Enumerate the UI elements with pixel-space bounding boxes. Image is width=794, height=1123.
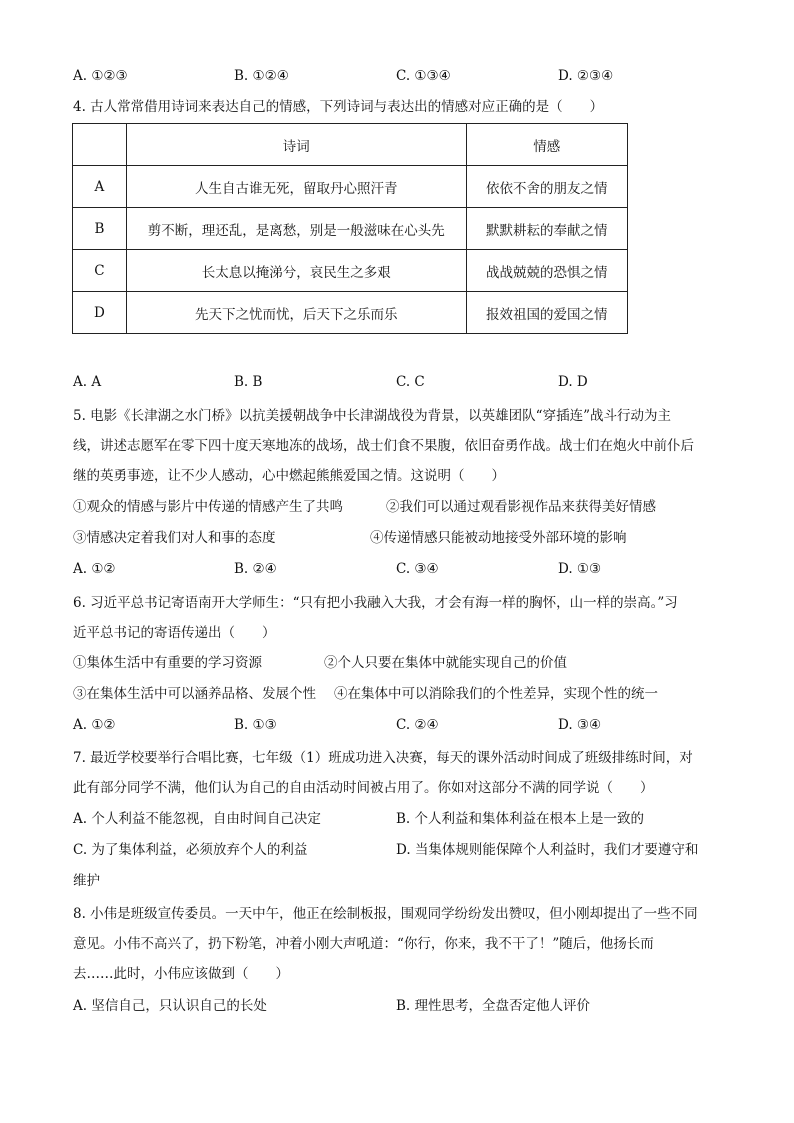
q5-stem-line: 线，讲述志愿军在零下四十度天寒地冻的战场，战士们食不果腹，依旧奋勇作战。战士们在炮火中前仆后 — [73, 438, 694, 454]
q5-option-c[interactable]: C. ③④ — [396, 561, 439, 577]
q7-option-a[interactable]: A. 个人利益不能忽视，自由时间自己决定 — [73, 811, 321, 827]
table-cell: 剪不断，理还乱，是离愁，别是一般滋味在心头先 — [126, 208, 466, 250]
q5-stem-line: 继的英勇事迹，让不少人感动，心中燃起熊熊爱国之情。这说明（ ） — [73, 468, 505, 484]
q4-option-a[interactable]: A. A — [73, 374, 102, 390]
q6-stem — [73, 588, 721, 648]
q6-statement-1: ①集体生活中有重要的学习资源 — [73, 655, 262, 671]
table-cell: 依依不舍的朋友之情 — [466, 166, 627, 208]
q4-option-b[interactable]: B. B — [234, 374, 263, 390]
q7-option-c[interactable]: C. 为了集体利益，必须放弃个人的利益 — [73, 842, 308, 858]
table-cell: 战战兢兢的恐惧之情 — [466, 250, 627, 292]
table-row — [73, 166, 628, 208]
q6-option-b[interactable]: B. ①③ — [234, 717, 277, 733]
q5-statement-3: ③情感决定着我们对人和事的态度 — [73, 530, 276, 546]
q3-option-d[interactable]: D. ②③④ — [558, 68, 614, 84]
table-cell: 默默耕耘的奉献之情 — [466, 208, 627, 250]
table-cell: 人生自古谁无死，留取丹心照汗青 — [126, 166, 466, 208]
q7-stem-line: 7. 最近学校要举行合唱比赛，七年级（1）班成功进入决赛，每天的课外活动时间成了班级排练时间，对 — [73, 750, 693, 766]
table-cell: 长太息以掩涕兮，哀民生之多艰 — [126, 250, 466, 292]
q7-stem-line: 此有部分同学不满，他们认为自己的自由活动时间被占用了。你如对这部分不满的同学说（ ） — [73, 780, 654, 796]
q8-stem-line: 意见。小伟不高兴了，扔下粉笔，冲着小刚大声吼道：“你行，你来，我不干了！”随后，他扬长而 — [73, 936, 654, 952]
q5-stem — [73, 401, 721, 491]
q3-option-c[interactable]: C. ①③④ — [396, 68, 451, 84]
q6-option-d[interactable]: D. ③④ — [558, 717, 602, 733]
q5-statement-2: ②我们可以通过观看影视作品来获得美好情感 — [386, 499, 656, 515]
q6-option-a[interactable]: A. ①② — [73, 717, 116, 733]
q8-stem-line: 去……此时，小伟应该做到（ ） — [73, 966, 289, 982]
q6-statement-2: ②个人只要在集体中就能实现自己的价值 — [324, 655, 567, 671]
table-header: 诗词 — [126, 124, 466, 166]
q5-statement-1: ①观众的情感与影片中传递的情感产生了共鸣 — [73, 499, 343, 515]
q4-stem: 4. 古人常常借用诗词来表达自己的情感，下列诗词与表达出的情感对应正确的是（ ） — [73, 99, 604, 115]
q7-option-d[interactable]: D. 当集体规则能保障个人利益时，我们才要遵守和 — [396, 842, 699, 858]
q8-option-b[interactable]: B. 理性思考，全盘否定他人评价 — [396, 998, 591, 1014]
q5-option-a[interactable]: A. ①② — [73, 561, 116, 577]
table-cell: D — [73, 292, 127, 334]
table-header: 情感 — [466, 124, 627, 166]
table-row — [73, 250, 628, 292]
q8-stem — [73, 899, 721, 989]
table-cell: A — [73, 166, 127, 208]
table-header-row — [73, 124, 628, 166]
table-cell: 先天下之忧而忧，后天下之乐而乐 — [126, 292, 466, 334]
q7-stem — [73, 743, 721, 803]
q4-option-d[interactable]: D. D — [558, 374, 588, 390]
q5-option-b[interactable]: B. ②④ — [234, 561, 277, 577]
table-header — [73, 124, 127, 166]
q3-option-a[interactable]: A. ①②③ — [73, 68, 128, 84]
q8-stem-line: 8. 小伟是班级宣传委员。一天中午，他正在绘制板报，围观同学纷纷发出赞叹，但小刚却提出了一些不同 — [73, 906, 698, 922]
q7-option-d-continued: 维护 — [73, 873, 100, 889]
table-row — [73, 208, 628, 250]
q6-option-c[interactable]: C. ②④ — [396, 717, 439, 733]
q6-stem-line: 6. 习近平总书记寄语南开大学师生：“只有把小我融入大我，才会有海一样的胸怀，山一样的崇高。”习 — [73, 595, 678, 611]
q6-stem-line: 近平总书记的寄语传递出（ ） — [73, 625, 276, 641]
table-cell: C — [73, 250, 127, 292]
q4-option-c[interactable]: C. C — [396, 374, 425, 390]
table-row — [73, 292, 628, 334]
q7-option-b[interactable]: B. 个人利益和集体利益在根本上是一致的 — [396, 811, 645, 827]
q5-statement-4: ④传递情感只能被动地接受外部环境的影响 — [370, 530, 627, 546]
table-cell: 报效祖国的爱国之情 — [466, 292, 627, 334]
table-cell: B — [73, 208, 127, 250]
q8-option-a[interactable]: A. 坚信自己，只认识自己的长处 — [73, 998, 267, 1014]
q5-stem-line: 5. 电影《长津湖之水门桥》以抗美援朝战争中长津湖战役为背景，以英雄团队“穿插连”战斗行动为主 — [73, 408, 671, 424]
q6-statement-4: ④在集体中可以消除我们的个性差异，实现个性的统一 — [334, 686, 658, 702]
q5-option-d[interactable]: D. ①③ — [558, 561, 602, 577]
q4-table — [72, 123, 628, 334]
q6-statement-3: ③在集体生活中可以涵养品格、发展个性 — [73, 686, 316, 702]
q3-option-b[interactable]: B. ①②④ — [234, 68, 289, 84]
